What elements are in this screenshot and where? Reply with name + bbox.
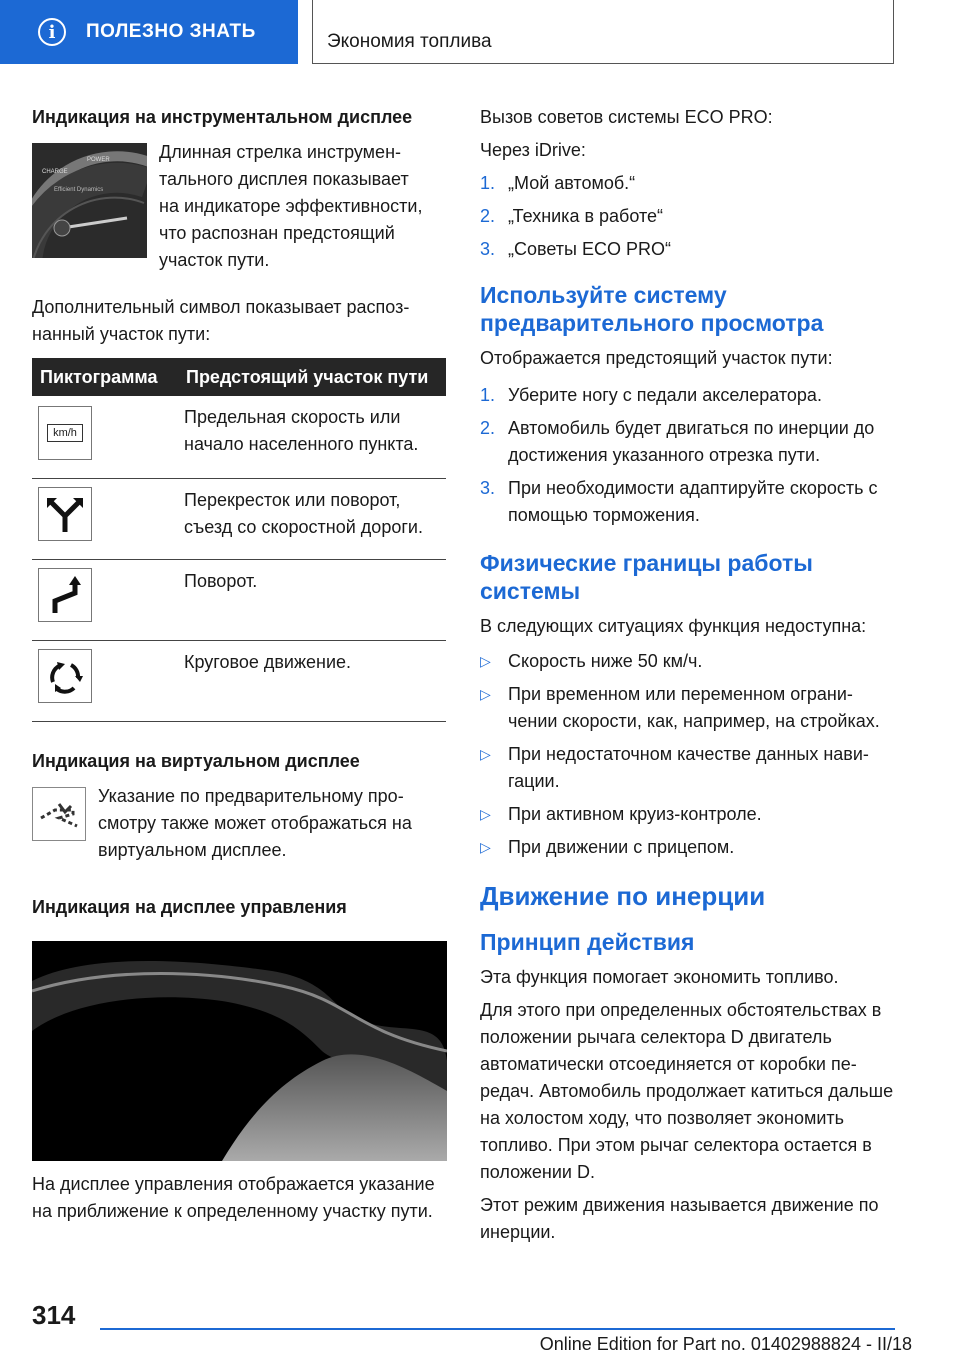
- eco-steps: [480, 170, 894, 263]
- heading-limits: Физические границы работы системы: [480, 550, 813, 604]
- table-row: [32, 396, 446, 479]
- via-idrive: Через iDrive:: [480, 140, 586, 160]
- control-text: На дисплее управления отображается указание на приближение к определенному участку пути.: [32, 1174, 435, 1221]
- extra-symbol-text: Дополнительный символ показывает распознанный участок пути:: [32, 297, 410, 344]
- bullet-arrow-icon: ▷: [480, 806, 491, 822]
- turn-icon: [38, 568, 92, 622]
- control-display-image: [32, 941, 447, 1161]
- list-item: ▷ Скорость ниже 50 км/ч.: [480, 648, 894, 675]
- table-cell-text: Перекресток или поворот, съезд со скоростной дороги.: [178, 479, 446, 560]
- heading-control: Индикация на дисплее управления: [32, 897, 347, 917]
- edition-text: Online Edition for Part no. 01402988824 - II/18: [539, 1334, 912, 1354]
- principle-p3: Этот режим движения называется движение по инерции.: [480, 1195, 879, 1242]
- use-intro: Отображается предстоящий участок пути:: [480, 348, 833, 368]
- virtual-display-icon: [32, 787, 86, 841]
- heading-principle: Принцип действия: [480, 929, 695, 955]
- limits-list: [480, 648, 894, 861]
- list-item: ▷ При недостаточном качестве данных навигации.: [480, 741, 894, 795]
- speed-limit-icon: km/h: [38, 406, 92, 460]
- chapter-title: Экономия топлива: [327, 31, 492, 52]
- table-row: [32, 641, 446, 722]
- section-tab[interactable]: [0, 0, 298, 64]
- list-item: ▷ При временном или переменном ограничении скорости, как, например, на стройках.: [480, 681, 894, 735]
- list-item: ▷ При активном круиз-контроле.: [480, 801, 894, 828]
- pictogram-table: [32, 358, 446, 722]
- page-number: 314: [32, 1300, 76, 1330]
- bullet-arrow-icon: ▷: [480, 653, 491, 669]
- bullet-arrow-icon: ▷: [480, 686, 491, 702]
- table-row: [32, 479, 446, 560]
- left-column: [32, 104, 448, 1225]
- junction-icon: [38, 487, 92, 541]
- table-header-pictogram: Пиктограмма: [32, 358, 178, 396]
- limits-intro: В следующих ситуациях функция недоступна:: [480, 616, 867, 636]
- heading-use-system: Используйте систему предварительного просмотра: [480, 282, 824, 336]
- list-item: 3. При необходимости адаптируйте скорость с помощью торможения.: [480, 478, 878, 525]
- bullet-arrow-icon: ▷: [480, 839, 491, 855]
- footer-divider: [100, 1328, 895, 1330]
- eco-intro: Вызов советов системы ECO PRO:: [480, 107, 773, 127]
- table-header-row: [32, 358, 446, 396]
- instrument-text: Длинная стрелка инструментального дисплея показывает на индикаторе эффективности, что распознан предстоящий участок пути.: [159, 142, 423, 270]
- heading-instrument: Индикация на инструментальном дисплее: [32, 107, 413, 127]
- instrument-gauge-image: [32, 143, 147, 258]
- list-item: 1. „Мой автомоб.“: [480, 173, 636, 193]
- roundabout-icon: [38, 649, 92, 703]
- table-cell-text: Предельная скорость или начало населенного пункта.: [178, 396, 446, 479]
- gauge-power-label: POWER: [87, 157, 110, 163]
- table-cell-text: Поворот.: [178, 560, 446, 641]
- list-item: 1. Уберите ногу с педали акселератора.: [480, 385, 822, 405]
- list-item: 2. Автомобиль будет двигаться по инерции до достижения указанного отрезка пути.: [480, 418, 875, 465]
- chapter-title-box: [312, 0, 894, 64]
- list-item: ▷ При движении с прицепом.: [480, 834, 894, 861]
- gauge-efficient-label: Efficient Dynamics: [54, 187, 104, 193]
- virtual-text: Указание по предварительному просмотру также может отображаться на виртуальном дисплее.: [98, 786, 412, 860]
- table-header-route: Предстоящий участок пути: [178, 358, 446, 396]
- bullet-arrow-icon: ▷: [480, 746, 491, 762]
- principle-p2: Для этого при определенных обстоятельствах в положении рычага селектора D двигатель автоматически отсоединяется от коробки передач. Автомобиль продолжает катиться дальше на холостом ходу, что позволяет экономить топливо. При этом рычаг селектора остается в положении D.: [480, 1000, 894, 1182]
- list-item: 2. „Техника в работе“: [480, 206, 664, 226]
- info-icon: i: [38, 18, 66, 46]
- table-cell-text: Круговое движение.: [178, 641, 446, 722]
- use-steps: [480, 382, 894, 529]
- list-item: 3. „Советы ECO PRO“: [480, 239, 671, 259]
- section-tab-label: ПОЛЕЗНО ЗНАТЬ: [86, 21, 256, 42]
- heading-virtual: Индикация на виртуальном дисплее: [32, 751, 360, 771]
- gauge-charge-label: CHARGE: [42, 169, 68, 175]
- table-row: [32, 560, 446, 641]
- heading-coasting: Движение по инерции: [480, 881, 766, 911]
- right-column: [480, 104, 894, 1246]
- principle-p1: Эта функция помогает экономить топливо.: [480, 967, 839, 987]
